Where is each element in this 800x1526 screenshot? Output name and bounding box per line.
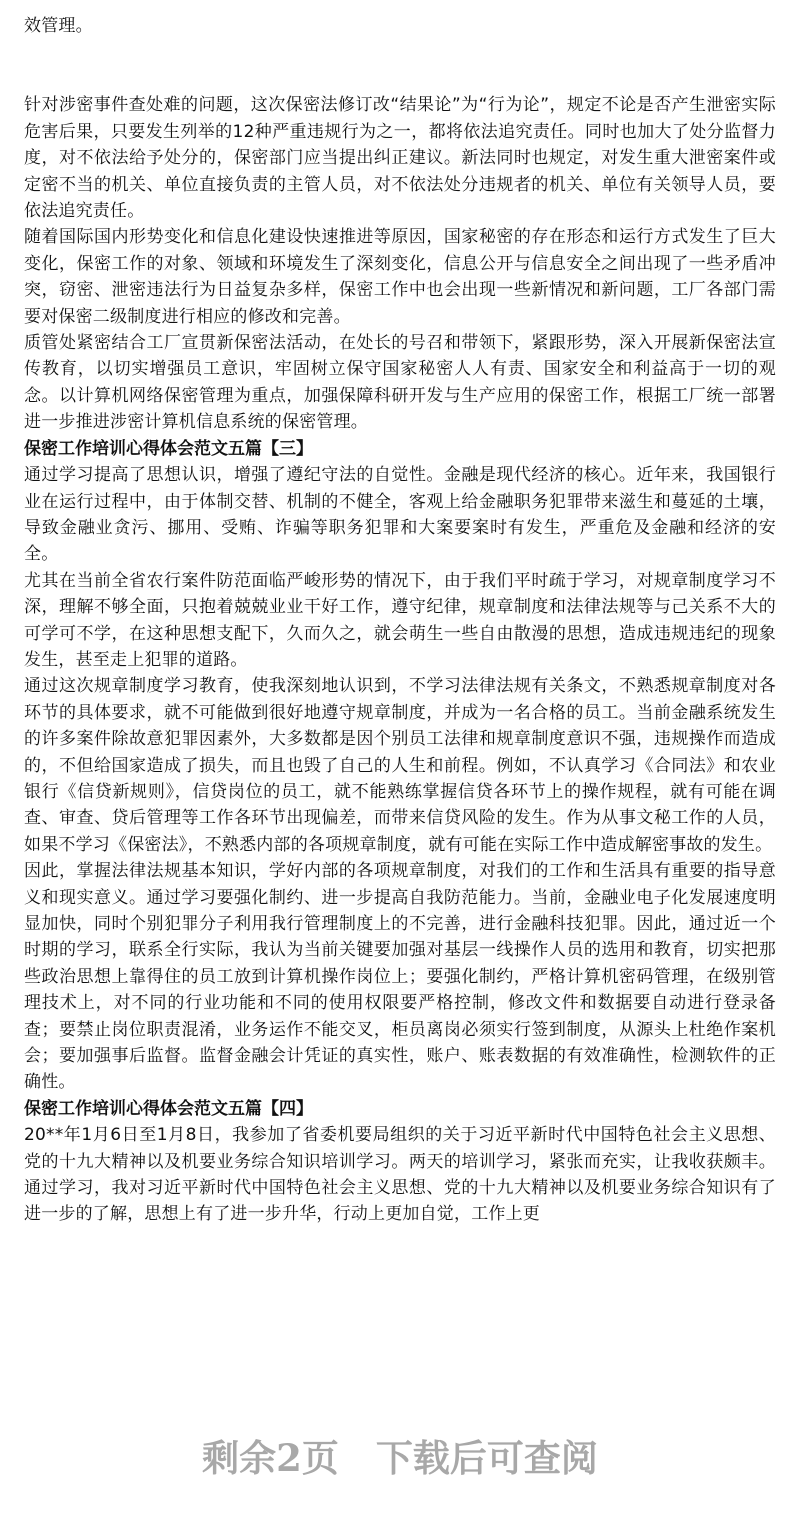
paragraph: 尤其在当前全省农行案件防范面临严峻形势的情况下，由于我们平时疏于学习，对规章制度学习不深，理解不够全面，只抱着兢兢业业干好工作，遵守纪律，规章制度和法律法规等与己关系不大的可学可不学，在这种思想支配下，久而久之，就会萌生一些自由散漫的思想，造成违规违纪的现象发生，甚至走上犯罪的道路。: [24, 570, 776, 670]
paragraph: 效管理。: [24, 16, 93, 36]
paragraph: 通过学习提高了思想认识，增强了遵纪守法的自觉性。金融是现代经济的核心。近年来，我国银行业在运行过程中，由于体制交替、机制的不健全，客观上给金融职务犯罪带来滋生和蔓延的土壤，导致金融业贪污、挪用、受贿、诈骗等职务犯罪和大案要案时有发生，严重危及金融和经济的安全。: [24, 465, 776, 565]
section-heading: 保密工作培训心得体会范文五篇【三】: [24, 438, 313, 459]
clipped-line: [24, 0, 776, 13]
paragraph: 因此，掌握法律法规基本知识，学好内部的各项规章制度，对我们的工作和生活具有重要的指导意义和现实意义。通过学习要强化制约、进一步提高自我防范能力。当前，金融业电子化发展速度明显加快，同时个别犯罪分子利用我行管理制度上的不完善，进行金融科技犯罪。因此，通过近一个时期的学习，联系全行实际，我认为当前关键要加强对基层一线操作人员的选用和教育，切实把那些政治思想上靠得住的员工放到计算机操作岗位上；要强化制约，严格计算机密码管理，在级别管理技术上，对不同的行业功能和不同的使用权限要严格控制，修改文件和数据要自动进行登录备查；要禁止岗位职责混淆，业务运作不能交叉，柜员离岗必须实行签到制度，从源头上杜绝作案机会；要加强事后监督。监督金融会计凭证的真实性，账户、账表数据的有效准确性，检测软件的正确性。: [24, 861, 776, 1093]
paragraph: 20**年1月6日至1月8日，我参加了省委机要局组织的关于习近平新时代中国特色社会主义思想、党的十九大精神以及机要业务综合知识培训学习。两天的培训学习，紧张而充实，让我收获颇丰。通过学习，我对习近平新时代中国特色社会主义思想、党的十九大精神以及机要业务综合知识有了进一步的了解，思想上有了进一步升华，行动上更加自觉，工作上更: [24, 1125, 776, 1225]
paragraph: 通过这次规章制度学习教育，使我深刻地认识到，不学习法律法规有关条文，不熟悉规章制度对各环节的具体要求，就不可能做到很好地遵守规章制度，并成为一名合格的员工。当前金融系统发生的许多案件除故意犯罪因素外，大多数都是因个别员工法律和规章制度意识不强，违规操作而造成的，不但给国家造成了损失，而且也毁了自己的人生和前程。例如，不认真学习《合同法》和农业银行《信贷新规则》，信贷岗位的员工，就不能熟练掌握信贷各环节上的操作规程，就有可能在调查、审查、贷后管理等工作各环节出现偏差，而带来信贷风险的发生。作为从事文秘工作的人员，如果不学习《保密法》，不熟悉内部的各项规章制度，就有可能在实际工作中造成解密事故的发生。: [24, 676, 776, 855]
paragraph: 针对涉密事件查处难的问题，这次保密法修订改“结果论”为“行为论”，规定不论是否产生泄密实际危害后果，只要发生列举的12种严重违规行为之一，都将依法追究责任。同时也加大了处分监督力度，对不依法给予处分的，保密部门应当提出纠正建议。新法同时也规定，对发生重大泄密案件或定密不当的机关、单位直接负责的主管人员，对不依法处分违规者的机关、单位有关领导人员，要依法追究责任。: [24, 95, 776, 222]
section-heading: 保密工作培训心得体会范文五篇【四】: [24, 1098, 313, 1119]
paragraph: 质管处紧密结合工厂宣贯新保密法活动，在处长的号召和带领下，紧跟形势，深入开展新保密法宣传教育，以切实增强员工意识，牢固树立保守国家秘密人人有责、国家安全和利益高于一切的观念。以计算机网络保密管理为重点，加强保障科研开发与生产应用的保密工作，根据工厂统一部署进一步推进涉密计算机信息系统的保密管理。: [24, 333, 776, 433]
document-body: [24, 0, 776, 1228]
download-to-read-more-button[interactable]: 剩余2页 下载后可查阅: [202, 1436, 598, 1480]
paragraph: 随着国际国内形势变化和信息化建设快速推进等原因，国家秘密的存在形态和运行方式发生了巨大变化，保密工作的对象、领域和环境发生了深刻变化，信息公开与信息安全之间出现了一些矛盾冲突，窃密、泄密违法行为日益复杂多样，保密工作中也会出现一些新情况和新问题，工厂各部门需要对保密二级制度进行相应的修改和完善。: [24, 227, 776, 327]
